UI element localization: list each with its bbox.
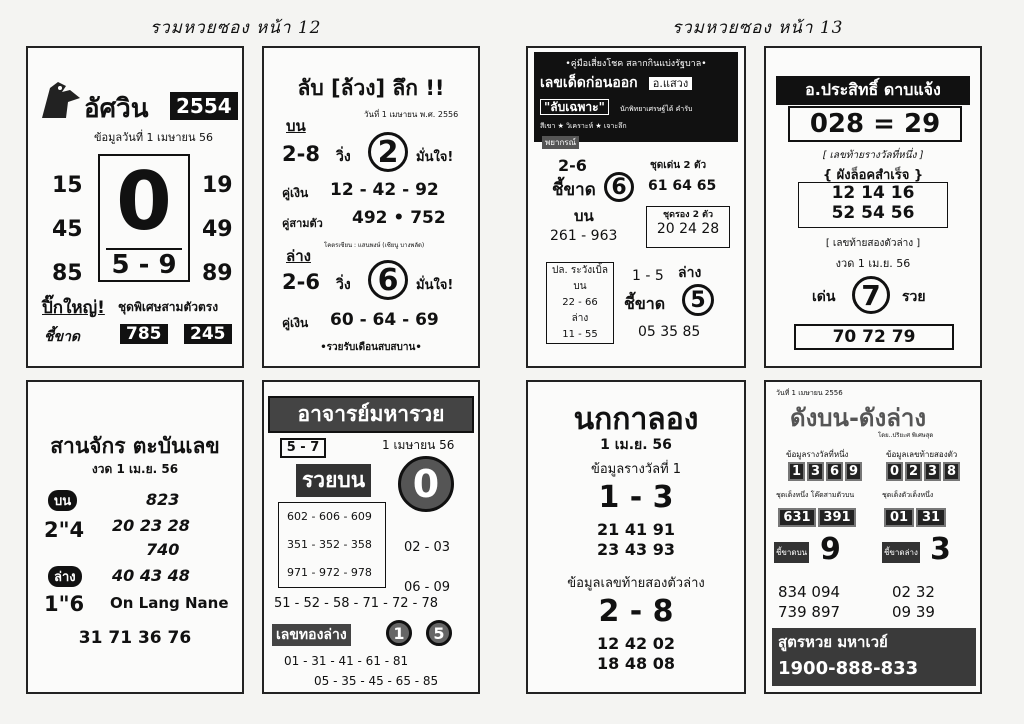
decider-top-digit: 9	[820, 532, 841, 567]
byline: โดย..ปริยะศ พิเศษสุด	[878, 432, 934, 439]
banner-line-3: "ลับเฉพาะ"	[540, 99, 609, 115]
main-digit: 0	[116, 155, 172, 248]
left-numbers: 15 45 85	[52, 173, 83, 286]
panel-footer: •รวยรับเดือนสบสบาน•	[320, 342, 422, 353]
credit-line: โคตรเซียน : แสนพงษ์ (เซียนู บางพลัด)	[324, 242, 425, 249]
gold-bottom-label: เลขทองล่าง	[272, 624, 351, 646]
lead-digit-circle: 7	[852, 276, 890, 314]
two-digit-digits: 0 2 3 8	[886, 462, 962, 481]
date-label: วันที่ 1 เมษายน พ.ศ. 2556	[364, 110, 459, 119]
row-2: 23 43 93	[597, 540, 675, 559]
rich-label: รวย	[902, 289, 926, 305]
lower-line-2: 05 - 35 - 45 - 65 - 85	[314, 674, 439, 688]
ad-phone: 1900-888-833	[778, 658, 919, 679]
bottom-pair: 2-6	[282, 270, 320, 294]
subtitle-2: { ผังล็อคสำเร็จ }	[822, 168, 924, 183]
run-label-bottom: วิ่ง	[336, 277, 351, 293]
bottom-set-numbers: 05 35 85	[638, 324, 701, 340]
promo-text: ชุดพิเศษสามตัวตรง	[118, 300, 219, 314]
banner-line-5: สีเขา ★ วิเคราะห์ ★ เจาะลึก	[540, 122, 627, 130]
decider-bottom-label: ชี้ขาดล่าง	[882, 542, 920, 563]
footer-numbers: 31 71 36 76	[78, 628, 192, 648]
main-set-numbers: 61 64 65	[648, 178, 717, 194]
three-digit-row: 602 - 606 - 609	[287, 510, 372, 523]
draw-date: งวด 1 เม.ย. 56	[835, 257, 911, 270]
secondary-set-numbers: 20 24 28	[656, 221, 720, 237]
panel-title: สานจักร ตะบันเลข	[50, 434, 220, 458]
bottom-label: ล่าง	[286, 247, 311, 265]
subtitle-2: ข้อมูลเลขท้ายสองตัวล่าง	[567, 576, 705, 591]
secondary-set-label: ชุดรอง 2 ตัว	[662, 210, 713, 220]
decider-digit-top: 6	[604, 172, 634, 202]
ad-banner	[772, 628, 976, 686]
one-digit-set: 01 31	[884, 508, 948, 527]
panel-ajarn-maharuay	[262, 380, 480, 694]
decider-digit-bottom: 5	[682, 284, 714, 316]
number-line: 51 - 52 - 58 - 71 - 72 - 78	[274, 596, 439, 611]
main-number-box	[98, 154, 190, 282]
first-prize-digits: 1 3 6 9	[788, 462, 864, 481]
big-pair-1: 1 - 3	[598, 480, 674, 515]
forecast-tag: พยากรณ์	[542, 136, 579, 149]
header-banner	[534, 52, 738, 142]
warning-title: ปล. ระวังเบิ้ล	[552, 265, 608, 276]
money-label-top: คู่เงิน	[282, 186, 309, 200]
double-warning-box	[546, 262, 614, 344]
top-digit-circle: 2	[368, 132, 408, 172]
horse-logo-icon	[36, 78, 84, 124]
right-numbers: 19 49 89	[202, 173, 233, 286]
top-label: บน	[48, 490, 77, 511]
page-header-right: รวมหวยซอง หน้า 13	[672, 18, 844, 38]
bottom-pair: 1"6	[44, 592, 85, 616]
three-digit-numbers: 492 • 752	[352, 208, 446, 228]
label-first-prize: ข้อมูลรางวัลที่หนึ่ง	[786, 450, 849, 459]
gold-digit-1: 1	[386, 620, 412, 646]
sure-label-top: มั่นใจ!	[416, 150, 454, 165]
three-digit-box	[278, 502, 386, 588]
year-badge: 2554	[170, 92, 238, 120]
banner-line-4: นักพิทยาเศรษฐ์ได้ คำรับ	[619, 105, 693, 113]
panel-nok-ka-long	[526, 380, 746, 694]
panel-ajarn-sawaeng	[526, 46, 746, 368]
panel-lab-luang-luek	[262, 46, 480, 368]
ad-brand: สูตรหวย มหาเวย์	[778, 633, 888, 651]
panel-title: อัศวิน	[84, 94, 149, 124]
label-three-digit-set: ชุดเด็งหนึ่ง โค๊ดสามตัวบน	[776, 491, 855, 499]
warning-bottom-label: ล่าง	[571, 313, 589, 324]
panel-title: ลับ [ล้วง] ลึก !!	[297, 76, 445, 100]
panel-title: อาจารย์มหารวย	[268, 396, 474, 433]
top-pair: 2"4	[44, 518, 85, 542]
three-digit-label: คู่สามตัว	[282, 217, 323, 230]
pair-top: 2-6	[558, 156, 587, 175]
top-row-3: 740	[146, 540, 180, 559]
side-numbers: 02 - 03 06 - 09	[404, 540, 451, 595]
money-label-bottom: คู่เงิน	[282, 316, 309, 330]
decider-bottom-digit: 3	[930, 532, 951, 567]
date-label: วันที่ 1 เมษายน 2556	[776, 389, 843, 397]
three-digit-set: 631 391	[778, 508, 858, 527]
final-numbers: 70 72 79	[794, 324, 954, 350]
gold-digit-2: 5	[426, 620, 452, 646]
pair-box: 5 - 7	[280, 438, 326, 458]
author-badge: อ.แสวง	[649, 77, 692, 90]
row-4: 18 48 08	[597, 654, 675, 673]
main-pair: 5 - 9	[106, 248, 182, 280]
page-header-left: รวมหวยซอง หน้า 12	[150, 18, 322, 38]
panel-sanjak	[26, 380, 244, 694]
date-label: ข้อมูลวันที่ 1 เมษายน 56	[94, 131, 213, 144]
promo-label: ปิ๊กใหญ่!	[42, 298, 105, 318]
warning-top-numbers: 22 - 66	[562, 297, 598, 308]
subtitle-1: [ เลขท้ายรางวัลที่หนึ่ง ]	[822, 150, 924, 161]
warning-bottom-numbers: 11 - 55	[562, 329, 598, 340]
top-numbers: 261 - 963	[550, 228, 618, 244]
bottom-pair: 1 - 5	[632, 268, 664, 284]
date-label: 1 เมษายน 56	[382, 438, 455, 452]
top-label: บน	[286, 117, 306, 135]
decider-number-1: 785	[120, 324, 168, 344]
decider-number-2: 245	[184, 324, 232, 344]
draw-date: 1 เม.ย. 56	[600, 437, 672, 453]
main-number: 028 = 29	[788, 106, 962, 142]
label-one-digit-set: ชุดเด็งตัวเด็งหนึ่ง	[882, 491, 934, 499]
run-label-top: วิ่ง	[336, 149, 351, 165]
secondary-set-box	[646, 206, 730, 248]
decider-label-top: ชี้ขาด	[552, 180, 596, 200]
locked-row-1: 12 14 16	[831, 183, 915, 203]
draw-date: งวด 1 เม.ย. 56	[91, 462, 179, 476]
top-label: บน	[574, 207, 594, 225]
row-3: 12 42 02	[597, 634, 675, 653]
sure-label-bottom: มั่นใจ!	[416, 278, 454, 293]
bottom-label: ล่าง	[678, 265, 702, 281]
panel-title: ดังบน-ดังล่าง	[790, 404, 927, 432]
subtitle-1: ข้อมูลรางวัลที่ 1	[590, 462, 682, 477]
rich-top-label: รวยบน	[296, 464, 371, 497]
panel-title: อ.ประสิทธิ์ ดาบแจ้ง	[776, 76, 970, 105]
big-pair-2: 2 - 8	[598, 594, 674, 629]
lower-line-1: 01 - 31 - 41 - 61 - 81	[284, 654, 409, 668]
row-1: 21 41 91	[597, 520, 675, 539]
locked-row-2: 52 54 56	[831, 203, 915, 223]
panel-dang-bon-dang-lang	[764, 380, 982, 694]
bottom-sets: 02 32 09 39	[892, 583, 935, 621]
decider-label: ชี้ขาด	[44, 329, 81, 345]
lead-label: เด่น	[812, 289, 836, 305]
bottom-row-2: On Lang Nane	[110, 594, 229, 612]
main-set-label: ชุดเด่น 2 ตัว	[650, 160, 707, 171]
three-digit-row: 971 - 972 - 978	[287, 566, 372, 579]
warning-top-label: บน	[573, 281, 587, 292]
main-digit-circle: 0	[398, 456, 454, 512]
bottom-row-1: 40 43 48	[112, 566, 190, 585]
locked-number-box	[798, 182, 948, 228]
top-row-2: 20 23 28	[112, 516, 190, 535]
bottom-digit-circle: 6	[368, 260, 408, 300]
label-two-digit: ข้อมูลเลขท้ายสองตัว	[886, 450, 958, 459]
money-top-numbers: 12 - 42 - 92	[330, 180, 439, 200]
three-digit-row: 351 - 352 - 358	[287, 538, 372, 551]
banner-line-2: เลขเด็ดก่อนออก	[540, 75, 638, 91]
subtitle-3: [ เลขท้ายสองตัวล่าง ]	[825, 238, 921, 249]
banner-line-1: •คู่มือเสี่ยงโชค สลากกินแบ่งรัฐบาล•	[565, 59, 707, 69]
decider-top-label: ชี้ขาดบน	[774, 542, 809, 563]
panel-title: นกกาลอง	[573, 402, 699, 437]
decider-label-bottom: ชี้ขาด	[624, 294, 666, 313]
top-pair: 2-8	[282, 142, 320, 166]
panel-prasit	[764, 46, 982, 368]
money-bottom-numbers: 60 - 64 - 69	[330, 310, 439, 330]
bottom-label: ล่าง	[48, 566, 82, 587]
panel-asawin	[26, 46, 244, 368]
top-row-1: 823	[146, 490, 180, 509]
top-sets: 834 094 739 897	[778, 583, 841, 621]
